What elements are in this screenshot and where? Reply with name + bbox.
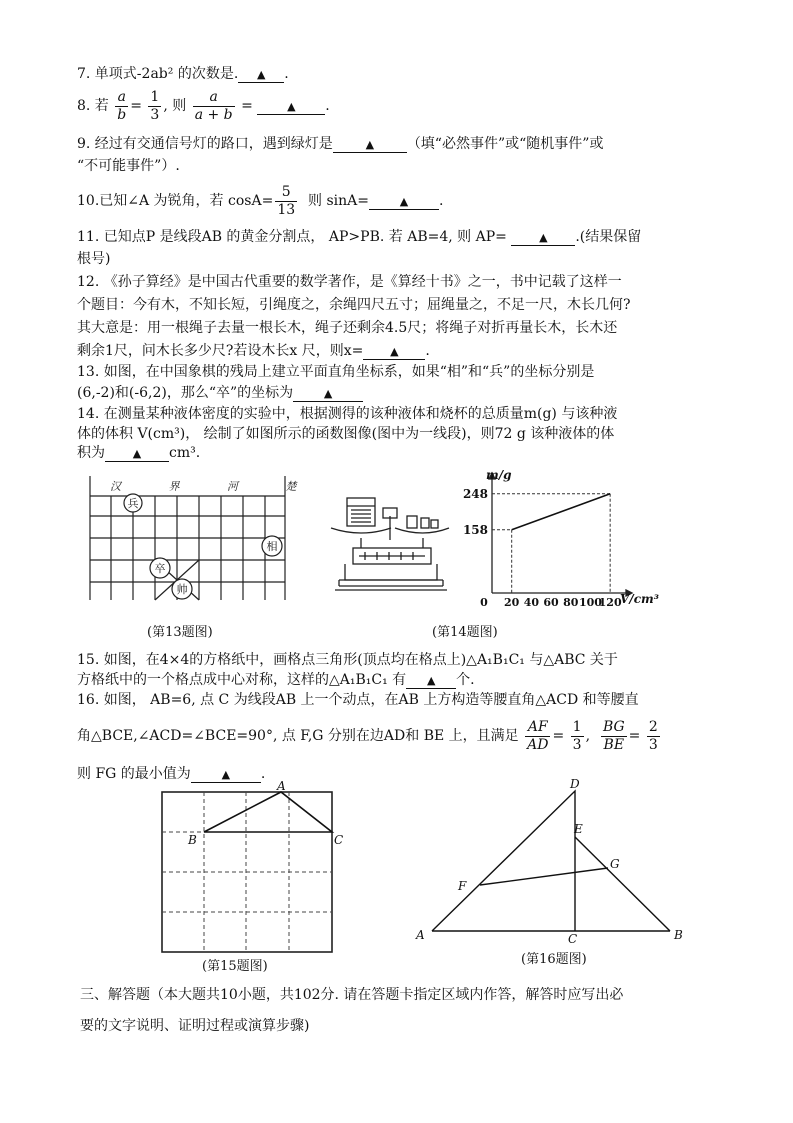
q7-answer-blank[interactable]: ▲ — [238, 67, 284, 83]
question-9: 9. 经过有交通信号灯的路口，遇到绿灯是 ▲ （填“必然事件”或“随机事件”或 — [77, 136, 604, 152]
q8-fraction-a-apb: $\frac{a}{a + b}$ — [194, 88, 233, 123]
svg-text:帅: 帅 — [176, 583, 188, 596]
fig14-balance-scale-icon — [325, 490, 455, 595]
question-11: 11. 已知点P 是线段AB 的黄金分割点， AP>PB. 若 AB=4, 则 AP= ▲ .(结果保留 — [77, 229, 642, 245]
chart-y-label: m/g — [486, 468, 512, 482]
q8-fraction-1-3: $\frac{1}{3}$ — [150, 88, 160, 123]
svg-text:相: 相 — [266, 540, 278, 553]
question-16-line1: 16. 如图， AB=6, 点 C 为线段AB 上一个动点，在AB 上方构造等腰直角△ACD 和等腰直 — [77, 692, 639, 708]
q16-answer-blank[interactable]: ▲ — [191, 767, 261, 783]
fig15-caption: (第15题图) — [202, 959, 268, 974]
section-3-heading: 三、解答题（本大题共10小题，共102分. 请在答题卡指定区域内作答，解答时应写出必 — [80, 987, 624, 1003]
question-14-line2: 体的体积 V(cm³)， 绘制了如图所示的函数图像(图中为一线段)，则72 g 该种液体的体 — [77, 426, 615, 442]
q11-answer-blank[interactable]: ▲ — [511, 230, 575, 246]
section-3-heading-line2: 要的文字说明、证明过程或演算步骤) — [80, 1018, 310, 1034]
piece-bing — [124, 494, 142, 512]
piece-zu — [150, 558, 170, 578]
q16-fraction-bg-be: $\frac{BG}{BE}$ — [602, 718, 625, 753]
fig13-river-label: 汉 界 河 楚 — [110, 480, 319, 493]
question-8: 8. 若 $\frac{a}{b}$ = $\frac{1}{3}$ , 则 $\frac{a}{a + b}$ = ▲ . — [77, 88, 330, 123]
piece-shuai — [172, 579, 192, 599]
q16-fraction-1-3: $\frac{1}{3}$ — [572, 718, 582, 753]
chart-y-tick-label: 158 — [462, 522, 488, 537]
chart-x-label: V/cm³ — [620, 592, 659, 606]
fig16-caption: (第16题图) — [521, 952, 587, 967]
question-12-line2: 个题目：今有木，不知长短，引绳度之，余绳四尺五寸；屈绳量之，不足一尺，木长几何? — [77, 297, 631, 313]
question-12-line3: 其大意是：用一根绳子去量一根长木，绳子还剩余4.5尺；将绳子对折再量长木，长木还 — [77, 320, 618, 336]
fig14-mass-volume-chart — [452, 465, 659, 610]
q13-answer-blank[interactable]: ▲ — [293, 386, 363, 402]
question-9-line2: “不可能事件”）. — [77, 158, 180, 174]
triangle-abc — [204, 792, 332, 832]
fig16-triangles — [410, 775, 700, 945]
question-15-line2: 方格纸中的一个格点成中心对称，这样的△A₁B₁C₁ 有 ▲ 个. — [77, 672, 475, 688]
label-c: C — [334, 833, 344, 847]
label-c: C — [568, 932, 578, 946]
question-7: 7. 单项式-2ab² 的次数是. ▲ . — [77, 66, 289, 82]
question-16-line2: 角△BCE,∠ACD=∠BCE=90°, 点 F,G 分别在边AD和 BE 上，且满足 $\frac{AF}{AD}$ = $\frac{1}{3}$ , $\frac{BG}{BE}$ = $\frac{2}{3}$ — [77, 718, 658, 753]
chart-y-tick-label: 248 — [462, 486, 488, 501]
question-12-line4: 剩余1尺，问木长多少尺?若设木长x 尺，则x= ▲ . — [77, 343, 430, 359]
q8-fraction-a-b: $\frac{a}{b}$ — [117, 88, 127, 123]
chart-x-tick-label: 100 — [578, 596, 602, 609]
q14-answer-blank[interactable]: ▲ — [105, 446, 169, 462]
fig15-grid — [150, 780, 345, 960]
question-11-line2: 根号) — [77, 251, 111, 267]
svg-text:卒: 卒 — [154, 562, 166, 575]
label-e: E — [574, 822, 583, 836]
chart-x-tick-label: 40 — [523, 596, 540, 609]
chart-x-tick-label: 0 — [480, 596, 488, 609]
question-14-line1: 14. 在测量某种液体密度的实验中，根据测得的该种液体和烧杯的总质量m(g) 与该种液 — [77, 406, 618, 422]
q15-answer-blank[interactable]: ▲ — [406, 673, 456, 689]
q16-fraction-2-3: $\frac{2}{3}$ — [648, 718, 658, 753]
chart-x-tick-label: 20 — [504, 596, 520, 609]
question-14-line3: 积为 ▲ cm³. — [77, 445, 201, 461]
question-12-line1: 12. 《孙子算经》是中国古代重要的数学著作，是《算经十书》之一，书中记载了这样一 — [77, 274, 622, 290]
q9-answer-blank[interactable]: ▲ — [333, 137, 407, 153]
fig13-caption: (第13题图) — [147, 625, 213, 640]
label-b: B — [674, 928, 683, 942]
label-b: B — [188, 833, 197, 847]
question-15-line1: 15. 如图，在4×4的方格纸中，画格点三角形(顶点均在格点上)△A₁B₁C₁ 与△ABC 关于 — [77, 652, 618, 668]
fig13-chess-board — [80, 476, 319, 606]
label-a: A — [416, 928, 425, 942]
q7-text: 7. 单项式-2ab² 的次数是. — [77, 66, 239, 82]
chart-x-tick-label: 80 — [563, 596, 579, 609]
chart-x-tick-label: 60 — [543, 596, 559, 609]
label-a: A — [277, 779, 286, 793]
q16-fraction-af-ad: $\frac{AF}{AD}$ — [527, 718, 549, 753]
fig14-caption: (第14题图) — [432, 625, 498, 640]
q8-answer-blank[interactable]: ▲ — [257, 99, 325, 115]
question-10: 10.已知∠A 为锐角，若 cosA= $\frac{5}{13}$ 则 sinA= ▲ . — [77, 183, 444, 218]
label-g: G — [610, 857, 620, 871]
q12-answer-blank[interactable]: ▲ — [363, 344, 425, 360]
question-13-line2: (6,-2)和(-6,2)，那么“卒”的坐标为 ▲ — [77, 383, 363, 403]
piece-xiang — [262, 536, 282, 556]
label-f: F — [458, 879, 467, 893]
question-13-line1: 13. 如图，在中国象棋的残局上建立平面直角坐标系，如果“相”和“兵”的坐标分别是 — [77, 364, 595, 380]
chart-x-tick-label: 120 — [598, 596, 622, 609]
q10-fraction: $\frac{5}{13}$ — [277, 183, 296, 218]
question-16-line3: 则 FG 的最小值为 ▲ . — [77, 766, 266, 782]
label-d: D — [570, 777, 580, 791]
chart-data-line — [512, 494, 610, 530]
svg-text:兵: 兵 — [127, 497, 139, 510]
q10-answer-blank[interactable]: ▲ — [369, 194, 439, 210]
